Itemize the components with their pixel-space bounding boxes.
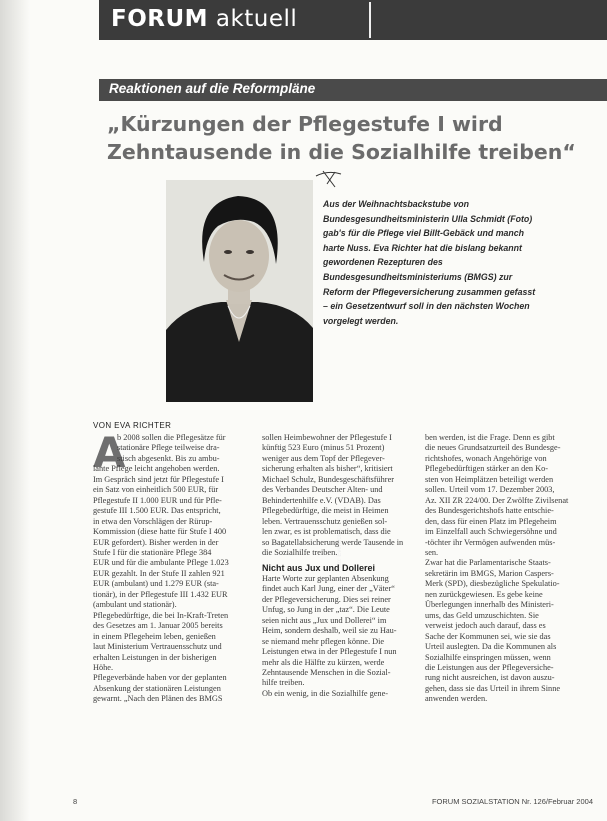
body-line: Behindertenhilfe e.V. (VDAB). Das xyxy=(262,495,381,505)
banner-divider xyxy=(369,2,371,38)
body-line: gehen, dass sie das Urteil in ihrem Sinne xyxy=(425,683,561,693)
body-line: mehr als die Hälfte zu kürzen, werde xyxy=(262,657,385,667)
body-line: des Bundesgerichtshofs hatte entschie- xyxy=(425,506,554,516)
body-line: Heim, sondern deshalb, weil sie zu Hau- xyxy=(262,626,397,636)
intro-paragraph xyxy=(323,197,598,328)
body-line: Überlegungen innerhalb des Ministeri- xyxy=(425,600,554,610)
body-line: hilfe treiben. xyxy=(262,678,305,688)
body-line: gewarnt. „Nach den Plänen des BMGS xyxy=(93,694,223,704)
body-line: des Verbandes Deutscher Alten- und xyxy=(262,485,383,495)
article-column-3 xyxy=(425,433,595,705)
body-line: stisch abgesenkt. Bis zu ambu- xyxy=(117,453,220,463)
body-line: sollen Heimbewohner der Pflegestufe I xyxy=(262,433,392,442)
body-line: Stufe I für die stationäre Pflege 384 xyxy=(93,547,212,557)
article-headline xyxy=(107,110,602,166)
body-line: der Pflegeversicherung. Dies sei reiner xyxy=(262,594,391,604)
subheading: Nicht aus Jux und Dollerei xyxy=(262,563,376,574)
intro-line: gab's für die Pflege viel Billt-Gebäck und manch xyxy=(323,228,525,239)
body-line: Pflegebedürftige, die meist in Heimen xyxy=(262,506,389,516)
body-line: Az. XII ZR 224/00. Der Zwölfte Zivilsenat xyxy=(425,495,569,505)
drop-cap: A xyxy=(93,428,126,477)
photo-credit: Foto: Eventfotos xyxy=(337,528,343,572)
body-line: sten von Heimplätzen beteiligt werden xyxy=(425,474,554,484)
page-number: 8 xyxy=(73,797,78,806)
page-edge-shadow xyxy=(0,0,30,821)
headline-line-2: Zehntausende in die Sozialhilfe treiben“ xyxy=(107,140,576,164)
banner-title-forum: FORUM xyxy=(111,6,209,32)
body-line: findet auch Karl Jung, einer der „Väter“ xyxy=(262,584,395,594)
body-line: Pflegestufe II 1.000 EUR und für Pfle- xyxy=(93,495,222,505)
body-line: richtshofes, wonach Angehörige von xyxy=(425,453,547,463)
body-line: so Bagatellabsicherung werde Tausende in xyxy=(262,537,404,547)
body-line: rung nicht ausreichen, ist davon auszu- xyxy=(425,673,555,683)
body-line: Absenkung der stationären Leistungen xyxy=(93,683,221,693)
intro-line: Aus der Weihnachtsbackstube von xyxy=(323,199,469,209)
intro-line: Reform der Pflegeversicherung zusammen gefasst xyxy=(323,286,536,297)
body-line: Merk (SPD), diesbezügliche Spekulatio- xyxy=(425,579,560,589)
intro-line: Bundesgesundheitsministeriums (BMGS) zur xyxy=(323,271,513,282)
body-line: sekretärin im BMGS, Marion Caspers- xyxy=(425,568,554,578)
body-line: Höhe. xyxy=(93,662,114,672)
body-line: Urteil auslegten. Da die Kommunen als xyxy=(425,642,557,652)
body-line: Unfug, so Jung in der „taz“. Die Leute xyxy=(262,605,390,615)
body-line: Ob ein wenig, in die Sozialhilfe gene- xyxy=(262,688,389,698)
body-line: die Sozialhilfe treiben. xyxy=(262,547,338,557)
body-line: EUR gefordert). Bisher werden in der xyxy=(93,537,219,547)
magazine-banner xyxy=(99,0,607,40)
body-line: nen zurückgewiesen. Es gebe keine xyxy=(425,589,543,599)
body-line: Pflegebedürftigen stärker an den Ko- xyxy=(425,464,549,474)
body-line: sollen. Urteil vom 17. Dezember 2003, xyxy=(425,485,555,495)
body-line: Michael Schulz, Bundesgeschäftsführer xyxy=(262,474,395,484)
banner-title-aktuell: aktuell xyxy=(208,6,298,32)
body-line: ein Satz von einheitlich 500 EUR, für xyxy=(93,485,219,495)
body-line: (ambulant und stationär). xyxy=(93,600,177,610)
handwritten-mark xyxy=(313,168,343,190)
headline-line-1: „Kürzungen der Pflegestufe I wird xyxy=(107,112,503,136)
body-line: Pflegebedürftige, die bei In-Kraft-Treten xyxy=(93,610,229,620)
body-line: künftig 523 Euro (minus 51 Prozent) xyxy=(262,443,385,453)
body-line: Sache der Kommunen sei, wie sie das xyxy=(425,631,551,641)
body-line: Pflegeverbände haben vor der geplanten xyxy=(93,673,227,683)
intro-line: – ein Gesetzentwurf soll in den nächsten Wochen xyxy=(323,301,530,312)
body-line: laut Ministerium Vertrauensschutz und xyxy=(93,642,222,652)
body-line: die Leistungen aus der Pflegeversiche- xyxy=(425,662,554,672)
body-line: Sozialhilfe einspringen müssen, wenn xyxy=(425,652,551,662)
body-line: EUR und für die ambulante Pflege 1.023 xyxy=(93,558,229,568)
body-line: b 2008 sollen die Pflegesätze für xyxy=(117,433,226,442)
body-line: in einem Pflegeheim leben, genießen xyxy=(93,631,216,641)
body-line: des Gesetzes am 1. Januar 2005 bereits xyxy=(93,621,223,631)
body-line: Im Gespräch sind jetzt für Pflegestufe I xyxy=(93,474,224,484)
author-byline: VON EVA RICHTER xyxy=(93,421,172,430)
section-bar xyxy=(99,79,607,101)
body-line: lante Pflege leicht angehoben werden. xyxy=(93,464,220,474)
body-line: Leistungen etwa in der Pflegestufe I nun xyxy=(262,647,397,657)
body-line: Zehntausende Menschen in die Sozial- xyxy=(262,667,391,677)
section-label: Reaktionen auf die Reformpläne xyxy=(109,81,316,96)
body-line: im Einzelfall auch Schwiegersöhne und xyxy=(425,527,557,537)
body-line: ums, das Geld umzuschichten. Sie xyxy=(425,610,539,620)
intro-line: Bundesgesundheitsministerin Ulla Schmidt (Foto) xyxy=(323,213,533,224)
body-line: se niemand mehr pflegen könne. Die xyxy=(262,636,385,646)
body-line: EUR gezahlt. In der Stufe II zahlen 921 xyxy=(93,568,225,578)
body-line: Harte Worte zur geplanten Absenkung xyxy=(262,573,389,583)
article-column-1 xyxy=(93,428,245,705)
body-line: weniger aus dem Topf der Pflegever- xyxy=(262,453,385,463)
banner-title xyxy=(111,6,297,32)
body-line: stationäre Pflege teilweise dra- xyxy=(117,443,220,453)
body-line: -töchter ihr Vermögen aufwenden müs- xyxy=(425,537,556,547)
body-line: die neues Grundsatzurteil des Bundesge- xyxy=(425,443,561,453)
intro-line: harte Nuss. Eva Richter hat die bislang bekannt xyxy=(323,242,522,253)
publication-info: FORUM SOZIALSTATION Nr. 126/Februar 2004 xyxy=(431,797,593,806)
intro-line: vorgelegt werden. xyxy=(323,315,399,326)
body-line: leben. Vertrauensschutz genießen sol- xyxy=(262,516,388,526)
body-line: ben werden, ist die Frage. Denn es gibt xyxy=(425,433,555,442)
body-line: anwenden werden. xyxy=(425,694,488,704)
body-line: gestufe III 1.500 EUR. Das entspricht, xyxy=(93,506,221,516)
intro-line: gewordenen Rezepturen des xyxy=(323,257,443,268)
body-line: verweist jedoch auch darauf, dass es xyxy=(425,621,546,631)
body-line: Kommission (diese hatte für Stufe I 400 xyxy=(93,527,227,537)
body-line: EUR (ambulant) und 1.279 EUR (sta- xyxy=(93,579,219,589)
body-line: in etwa den Vorschlägen der Rürup- xyxy=(93,516,213,526)
portrait-illustration xyxy=(166,180,313,402)
article-column-2 xyxy=(262,433,416,699)
body-line: den, dass für einen Platz im Pflegeheim xyxy=(425,516,557,526)
body-line: seien nicht aus „Jux und Dollerei“ im xyxy=(262,615,387,625)
body-line: sen. xyxy=(425,547,439,557)
body-line: tionär), in der Pflegestufe III 1.432 EUR xyxy=(93,589,228,599)
body-line: len zwar, es ist problematisch, dass die xyxy=(262,527,391,537)
body-line: sicherung erhalten als bisher“, kritisiert xyxy=(262,464,393,474)
body-line: Zwar hat die Parlamentarische Staats- xyxy=(425,558,551,568)
body-line: erhalten Leistungen in der bisherigen xyxy=(93,652,217,662)
